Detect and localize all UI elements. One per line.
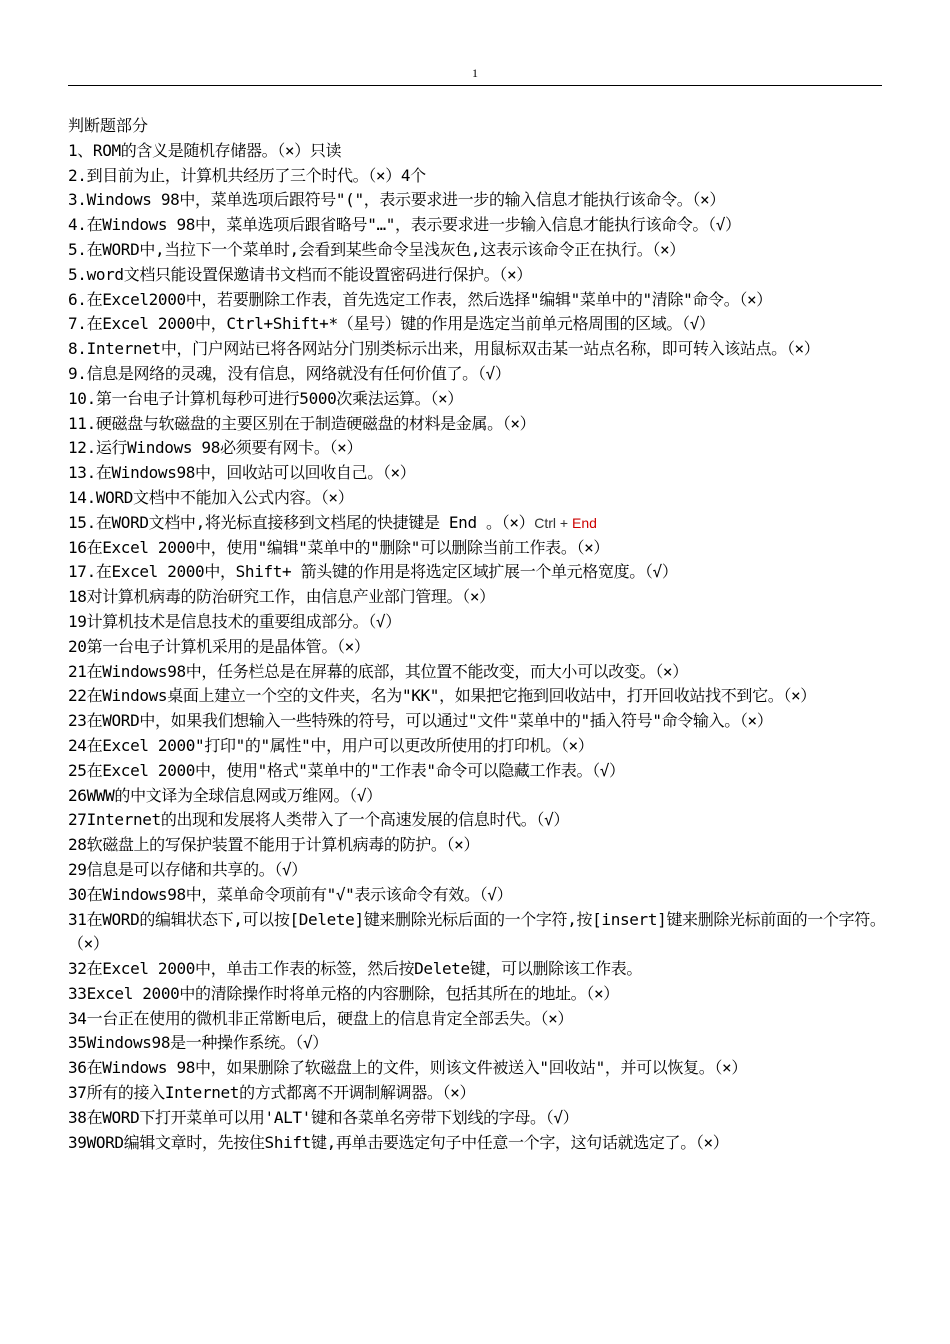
header-rule [68, 85, 882, 86]
question-10: 10.第一台电子计算机每秒可进行5000次乘法运算。（×） [68, 388, 463, 408]
question-14: 14.WORD文档中不能加入公式内容。（×） [68, 487, 354, 507]
question-22: 22在Windows桌面上建立一个空的文件夹，名为"KK"，如果把它拖到回收站中，打开回收站找不到它。（×） [68, 686, 816, 706]
question-39: 39WORD编辑文章时，先按住Shift键,再单击要选定句子中任意一个字，这句话就选定了。（×） [68, 1132, 729, 1152]
question-30: 30在Windows98中，菜单命令项前有"√"表示该命令有效。（√） [68, 884, 513, 904]
question-23: 23在WORD中，如果我们想输入一些特殊的符号，可以通过"文件"菜单中的"插入符号"命令输入。（×） [68, 711, 773, 731]
question-15-text: 15.在WORD文档中,将光标直接移到文档尾的快捷键是 End 。（×） [68, 512, 535, 532]
question-32: 32在Excel 2000中，单击工作表的标签，然后按Delete键，可以删除该工作表。 [68, 959, 642, 979]
question-37: 37所有的接入Internet的方式都离不开调制解调器。（×） [68, 1083, 476, 1103]
section-heading: 判断题部分 [68, 116, 149, 135]
question-26: 26WWW的中文译为全球信息网或万维网。（√） [68, 785, 382, 805]
question-24: 24在Excel 2000"打印"的"属性"中，用户可以更改所使用的打印机。（×） [68, 735, 594, 755]
question-5b: 5.word文档只能设置保邀请书文档而不能设置密码进行保护。（×） [68, 264, 532, 284]
question-31: 31在WORD的编辑状态下,可以按[Delete]键来删除光标后面的一个字符,按[insert]键来删除光标前面的一个字符。（×） [68, 909, 886, 954]
question-9: 9.信息是网络的灵魂，没有信息，网络就没有任何价值了。（√） [68, 363, 511, 383]
question-36: 36在Windows 98中，如果删除了软磁盘上的文件，则该文件被送入"回收站"，并可以恢复。（×） [68, 1058, 747, 1078]
question-25: 25在Excel 2000中，使用"格式"菜单中的"工作表"命令可以隐藏工作表。（√） [68, 760, 625, 780]
question-33: 33Excel 2000中的清除操作时将单元格的内容删除，包括其所在的地址。（×） [68, 983, 619, 1003]
question-11: 11.硬磁盘与软磁盘的主要区别在于制造硬磁盘的材料是金属。（×） [68, 413, 536, 433]
question-8: 8.Internet中，门户网站已将各网站分门别类标示出来，用鼠标双击某一站点名称，即可转入该站点。（×） [68, 339, 820, 359]
question-35: 35Windows98是一种操作系统。（√） [68, 1033, 328, 1053]
question-1: 1、ROM的含义是随机存储器。（×）只读 [68, 140, 342, 160]
question-29: 29信息是可以存储和共享的。（√） [68, 859, 307, 879]
question-18: 18对计算机病毒的防治研究工作，由信息产业部门管理。（×） [68, 587, 495, 607]
question-4: 4.在Windows 98中，菜单选项后跟省略号"…"，表示要求进一步输入信息才能执行该命令。（√） [68, 215, 741, 235]
document-body [68, 114, 888, 1155]
question-7: 7.在Excel 2000中，Ctrl+Shift+*（星号）键的作用是选定当前单元格周围的区域。（√） [68, 314, 715, 334]
question-3: 3.Windows 98中，菜单选项后跟符号"("，表示要求进一步的输入信息才能执行该命令。（×） [68, 190, 725, 210]
shortcut-key: End [572, 514, 597, 531]
question-15 [68, 511, 888, 536]
question-20: 20第一台电子计算机采用的是晶体管。（×） [68, 636, 370, 656]
question-34: 34一台正在使用的微机非正常断电后，硬盘上的信息肯定全部丢失。（×） [68, 1008, 573, 1028]
page-number: 1 [472, 66, 478, 80]
question-27: 27Internet的出现和发展将人类带入了一个高速发展的信息时代。（√） [68, 810, 570, 830]
question-28: 28软磁盘上的写保护装置不能用于计算机病毒的防护。（×） [68, 835, 480, 855]
question-16: 16在Excel 2000中，使用"编辑"菜单中的"删除"可以删除当前工作表。（×） [68, 537, 610, 557]
question-17: 17.在Excel 2000中，Shift+ 箭头键的作用是将选定区域扩展一个单元格宽度。（√） [68, 562, 678, 582]
shortcut-annotation [534, 515, 597, 531]
question-6: 6.在Excel2000中，若要删除工作表，首先选定工作表，然后选择"编辑"菜单中的"清除"命令。（×） [68, 289, 772, 309]
question-38: 38在WORD下打开菜单可以用'ALT'键和各菜单名旁带下划线的字母。（√） [68, 1107, 579, 1127]
shortcut-prefix: Ctrl + [534, 514, 572, 531]
question-21: 21在Windows98中，任务栏总是在屏幕的底部，其位置不能改变，而大小可以改变。（×） [68, 661, 688, 681]
question-2: 2.到目前为止，计算机共经历了三个时代。（×）4个 [68, 165, 426, 185]
question-12: 12.运行Windows 98必须要有网卡。（×） [68, 438, 363, 458]
question-5: 5.在WORD中,当拉下一个菜单时,会看到某些命令呈浅灰色,这表示该命令正在执行。（×） [68, 239, 685, 259]
question-13: 13.在Windows98中，回收站可以回收自己。（×） [68, 463, 416, 483]
question-19: 19计算机技术是信息技术的重要组成部分。（√） [68, 611, 401, 631]
